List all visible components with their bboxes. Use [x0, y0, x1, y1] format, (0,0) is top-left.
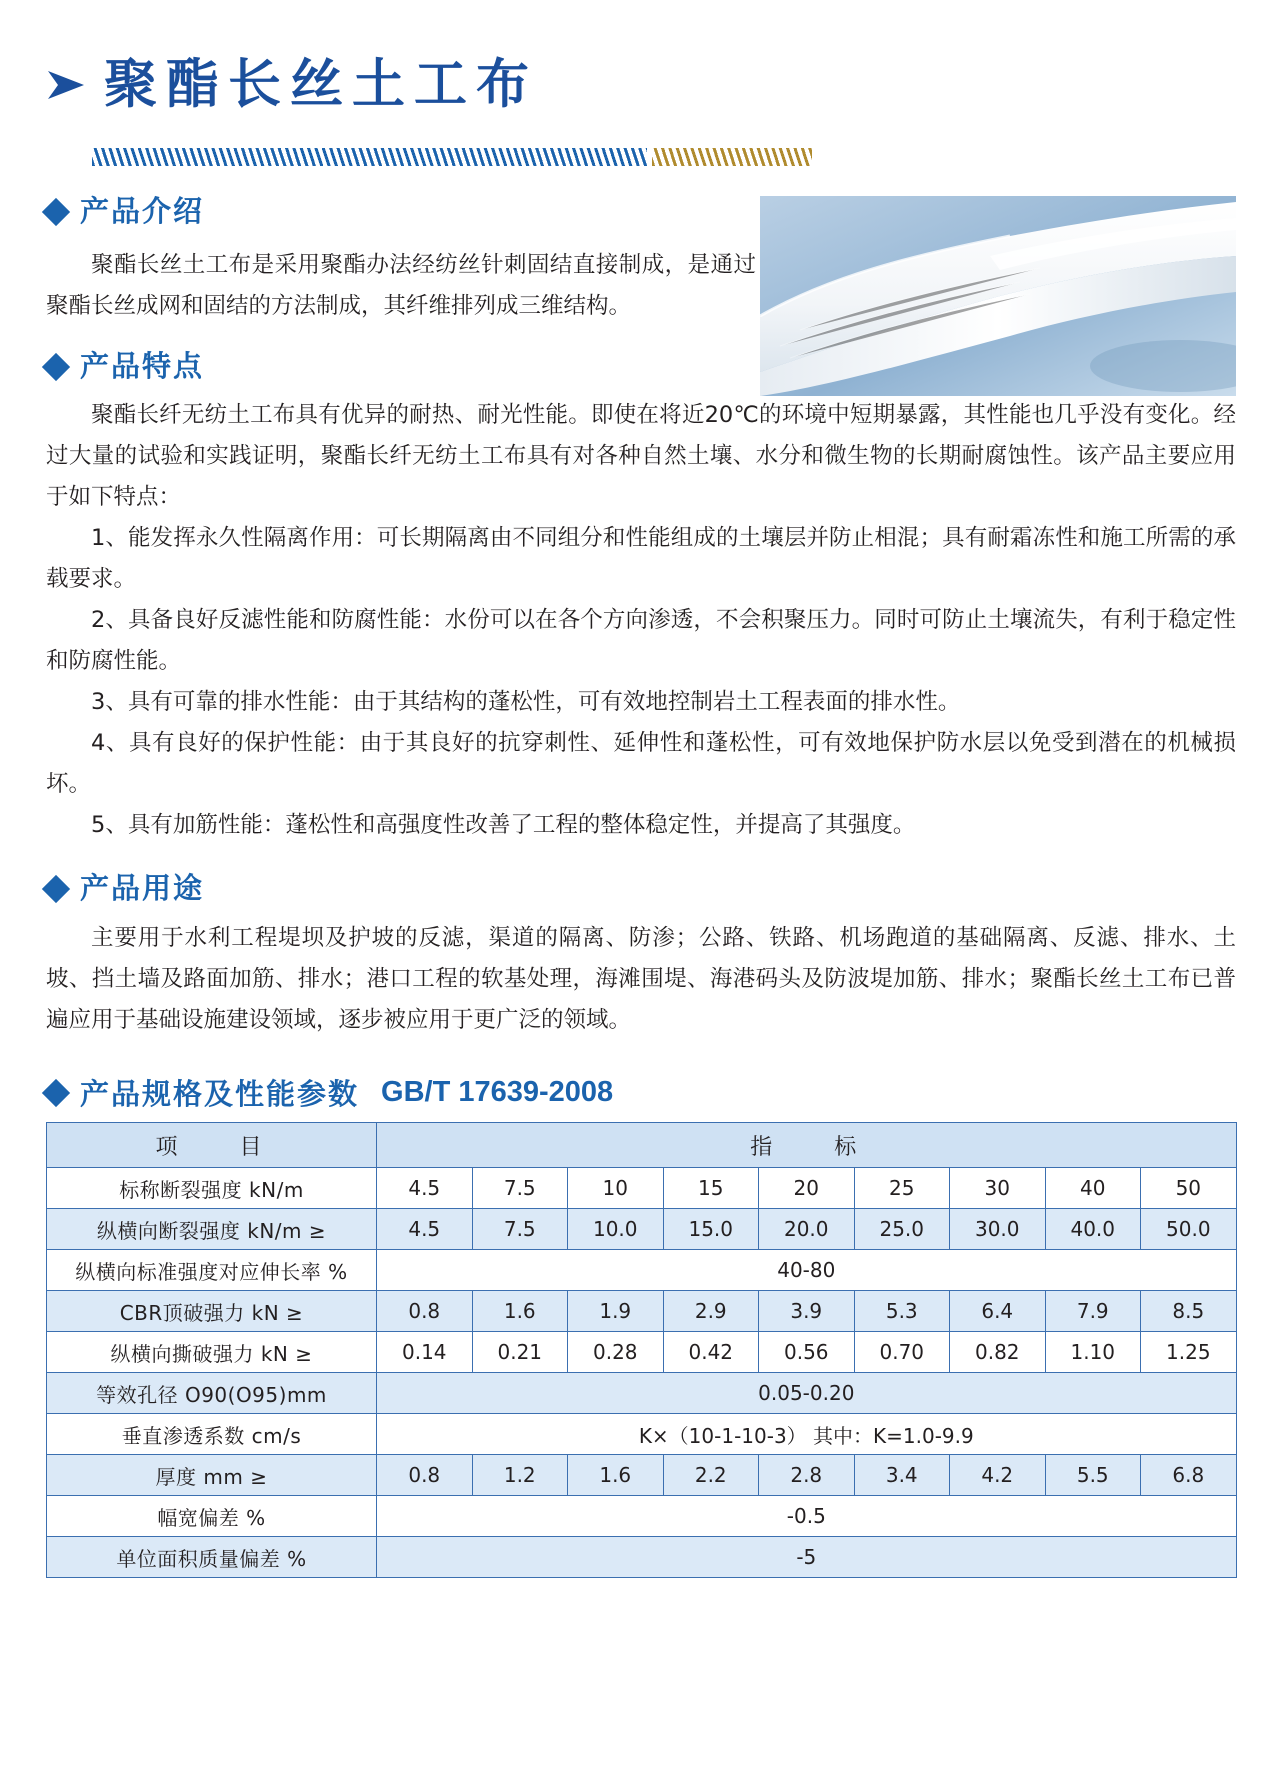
- row-value: 2.9: [663, 1291, 759, 1332]
- row-value: 7.5: [472, 1168, 568, 1209]
- row-value: 4.2: [950, 1455, 1046, 1496]
- features-paragraph-4: 3、具有可靠的排水性能：由于其结构的蓬松性，可有效地控制岩土工程表面的排水性。: [91, 689, 961, 715]
- row-value: 25: [854, 1168, 950, 1209]
- row-value: 30.0: [950, 1209, 1046, 1250]
- intro-paragraph-1: 聚酯长丝土工布是采用聚酯办法经纺丝针刺固结直接制成，是通过聚酯长丝成网和固结的方法制成，其纤维排列成三维结构。: [46, 252, 756, 319]
- table-row: [47, 1414, 1237, 1455]
- row-value: 50: [1141, 1168, 1237, 1209]
- table-row: [47, 1250, 1237, 1291]
- row-value: 40.0: [1045, 1209, 1141, 1250]
- row-label: 等效孔径 O90(O95)mm: [47, 1373, 377, 1414]
- row-value: 1.6: [472, 1291, 568, 1332]
- table-header-item: 项 目: [47, 1123, 377, 1168]
- section-title-spec-standard: GB/T 17639-2008: [381, 1076, 614, 1108]
- rule-gold-segment: [652, 148, 812, 166]
- section-body-intro: [46, 245, 756, 327]
- row-value: 20.0: [759, 1209, 855, 1250]
- table-row: [47, 1496, 1237, 1537]
- row-value: 0.42: [663, 1332, 759, 1373]
- row-value-span: 40-80: [377, 1250, 1237, 1291]
- row-label: CBR顶破强力 kN ≥: [47, 1291, 377, 1332]
- row-value: 40: [1045, 1168, 1141, 1209]
- diamond-bullet-icon: [42, 352, 70, 380]
- section-heading-spec: [46, 1072, 613, 1113]
- row-value: 0.70: [854, 1332, 950, 1373]
- row-value: 1.2: [472, 1455, 568, 1496]
- row-value: 0.56: [759, 1332, 855, 1373]
- row-label: 垂直渗透系数 cm/s: [47, 1414, 377, 1455]
- row-value-span: K×（10-1-10-3） 其中：K=1.0-9.9: [377, 1414, 1237, 1455]
- table-row: [47, 1209, 1237, 1250]
- row-value: 1.6: [568, 1455, 664, 1496]
- section-body-uses: [46, 918, 1236, 1041]
- row-value: 10.0: [568, 1209, 664, 1250]
- diamond-bullet-icon: [42, 197, 70, 225]
- row-value: 3.9: [759, 1291, 855, 1332]
- row-value: 0.14: [377, 1332, 473, 1373]
- row-value-span: -0.5: [377, 1496, 1237, 1537]
- title-decorative-rule: [92, 148, 812, 166]
- table-row: [47, 1168, 1237, 1209]
- row-value: 15.0: [663, 1209, 759, 1250]
- row-value: 5.3: [854, 1291, 950, 1332]
- table-header-index: 指 标: [377, 1123, 1237, 1168]
- row-value: 20: [759, 1168, 855, 1209]
- row-label: 纵横向撕破强力 kN ≥: [47, 1332, 377, 1373]
- rule-blue-segment: [92, 148, 647, 166]
- row-label: 幅宽偏差 %: [47, 1496, 377, 1537]
- table-row: [47, 1332, 1237, 1373]
- table-row: [47, 1537, 1237, 1578]
- row-value-span: 0.05-0.20: [377, 1373, 1237, 1414]
- row-label: 厚度 mm ≥: [47, 1455, 377, 1496]
- table-row: [47, 1373, 1237, 1414]
- row-value: 10: [568, 1168, 664, 1209]
- row-value: 50.0: [1141, 1209, 1237, 1250]
- row-label: 标称断裂强度 kN/m: [47, 1168, 377, 1209]
- spec-table: [46, 1122, 1237, 1578]
- row-value: 0.8: [377, 1291, 473, 1332]
- section-heading-features: [46, 349, 205, 383]
- row-value: 2.8: [759, 1455, 855, 1496]
- row-value: 4.5: [377, 1168, 473, 1209]
- row-value: 2.2: [663, 1455, 759, 1496]
- section-heading-uses: [46, 871, 205, 905]
- row-value: 3.4: [854, 1455, 950, 1496]
- arrow-right-icon: [46, 67, 88, 103]
- uses-paragraph-1: 主要用于水利工程堤坝及护坡的反滤，渠道的隔离、防渗；公路、铁路、机场跑道的基础隔离、反滤、排水、土坡、挡土墙及路面加筋、排水；港口工程的软基处理，海滩围堤、海港码头及防波堤加筋、排水；聚酯长丝土工布已普遍应用于基础设施建设领域，逐步被应用于更广泛的领域。: [46, 925, 1236, 1033]
- row-value: 6.8: [1141, 1455, 1237, 1496]
- row-value: 1.9: [568, 1291, 664, 1332]
- row-value: 15: [663, 1168, 759, 1209]
- row-value: 5.5: [1045, 1455, 1141, 1496]
- section-heading-intro: [46, 194, 205, 228]
- product-photo: [760, 196, 1236, 396]
- section-body-features: [46, 395, 1236, 846]
- product-photo-illustration: [760, 196, 1236, 396]
- features-paragraph-6: 5、具有加筋性能：蓬松性和高强度性改善了工程的整体稳定性，并提高了其强度。: [91, 812, 916, 838]
- row-value: 0.28: [568, 1332, 664, 1373]
- features-paragraph-3: 2、具备良好反滤性能和防腐性能：水份可以在各个方向渗透，不会积聚压力。同时可防止土壤流失，有利于稳定性和防腐性能。: [46, 607, 1236, 674]
- row-value: 1.10: [1045, 1332, 1141, 1373]
- section-title-features: 产品特点: [80, 349, 205, 383]
- table-header-row: [47, 1123, 1237, 1168]
- page-title-row: [46, 54, 538, 115]
- row-value: 8.5: [1141, 1291, 1237, 1332]
- row-value: 0.82: [950, 1332, 1046, 1373]
- features-paragraph-1: 聚酯长纤无纺土工布具有优异的耐热、耐光性能。即使在将近20℃的环境中短期暴露，其性能也几乎没有变化。经过大量的试验和实践证明，聚酯长纤无纺土工布具有对各种自然土壤、水分和微生物的长期耐腐蚀性。该产品主要应用于如下特点：: [46, 402, 1236, 510]
- row-value: 7.5: [472, 1209, 568, 1250]
- diamond-bullet-icon: [42, 874, 70, 902]
- table-row: [47, 1291, 1237, 1332]
- section-title-intro: 产品介绍: [80, 194, 205, 228]
- section-title-uses: 产品用途: [80, 871, 205, 905]
- row-value: 0.8: [377, 1455, 473, 1496]
- row-value: 4.5: [377, 1209, 473, 1250]
- features-paragraph-2: 1、能发挥永久性隔离作用：可长期隔离由不同组分和性能组成的土壤层并防止相混；具有耐霜冻性和施工所需的承载要求。: [46, 525, 1236, 592]
- row-value: 25.0: [854, 1209, 950, 1250]
- row-value: 1.25: [1141, 1332, 1237, 1373]
- row-value: 30: [950, 1168, 1046, 1209]
- row-value: 6.4: [950, 1291, 1046, 1332]
- table-row: [47, 1455, 1237, 1496]
- diamond-bullet-icon: [42, 1078, 70, 1106]
- row-value: 7.9: [1045, 1291, 1141, 1332]
- features-paragraph-5: 4、具有良好的保护性能：由于其良好的抗穿刺性、延伸性和蓬松性，可有效地保护防水层以免受到潜在的机械损坏。: [46, 730, 1236, 797]
- row-label: 纵横向断裂强度 kN/m ≥: [47, 1209, 377, 1250]
- row-value-span: -5: [377, 1537, 1237, 1578]
- row-label: 单位面积质量偏差 %: [47, 1537, 377, 1578]
- row-value: 0.21: [472, 1332, 568, 1373]
- page-title: 聚酯长丝土工布: [104, 54, 538, 115]
- row-label: 纵横向标准强度对应伸长率 %: [47, 1250, 377, 1291]
- spec-table-wrapper: [46, 1122, 1236, 1578]
- section-title-spec: 产品规格及性能参数: [80, 1077, 360, 1111]
